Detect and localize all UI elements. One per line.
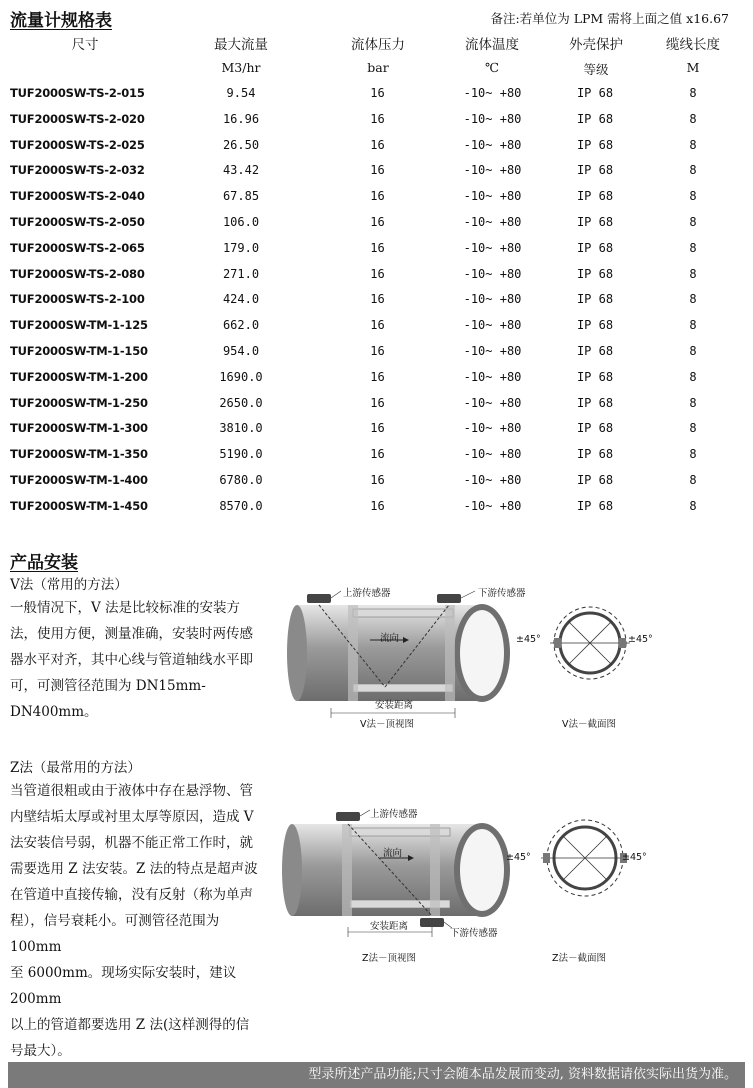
table-row: [0, 112, 753, 138]
pressure-cell: 16: [370, 447, 385, 462]
model-cell: TUF2000SW-TM-1-125: [10, 318, 148, 333]
table-row: [0, 421, 753, 447]
temperature-cell: -10~ +80: [463, 395, 522, 410]
temperature-cell: -10~ +80: [463, 266, 522, 281]
table-row: [0, 473, 753, 499]
z-angle-right: ±45°: [622, 852, 647, 863]
z-section-caption: Z法－截面图: [552, 953, 607, 964]
max-flow-cell: 6780.0: [219, 473, 263, 487]
z-flow-label: 流向: [383, 848, 403, 859]
v-angle-right: ±45°: [628, 634, 653, 645]
max-flow-cell: 1690.0: [219, 369, 263, 384]
cable-length-cell: 8: [689, 395, 697, 410]
v-upstream-label: 上游传感器: [343, 588, 391, 599]
protection-cell: IP 68: [576, 240, 614, 255]
cable-length-cell: 8: [689, 163, 697, 178]
temperature-cell: -10~ +80: [463, 473, 522, 487]
model-cell: TUF2000SW-TM-1-400: [10, 473, 148, 487]
footer-disclaimer: 型录所述产品功能;尺寸会随本品发展而变动, 资料数据请依实际出货为准。: [8, 1062, 745, 1088]
max-flow-cell: 271.0: [222, 266, 260, 281]
protection-cell: IP 68: [576, 215, 614, 229]
protection-cell: IP 68: [576, 292, 614, 307]
protection-cell: IP 68: [576, 498, 614, 513]
model-cell: TUF2000SW-TS-2-025: [10, 137, 145, 152]
z-method-description: [10, 778, 272, 1064]
v-method-section-view: [540, 598, 650, 698]
model-cell: TUF2000SW-TS-2-065: [10, 240, 145, 255]
protection-cell: IP 68: [576, 344, 614, 358]
model-cell: TUF2000SW-TS-2-040: [10, 189, 145, 204]
v-angle-left: ±45°: [516, 634, 541, 645]
protection-cell: IP 68: [576, 473, 614, 487]
temperature-cell: -10~ +80: [463, 292, 522, 307]
cable-length-cell: 8: [689, 344, 697, 358]
z-line: 法安装信号弱，机器不能正常工作时，就: [10, 835, 253, 851]
header-temperature: 流体温度: [465, 37, 519, 53]
max-flow-cell: 5190.0: [219, 447, 263, 462]
max-flow-cell: 43.42: [222, 163, 260, 178]
max-flow-cell: 106.0: [222, 215, 260, 229]
model-cell: TUF2000SW-TM-1-150: [10, 344, 148, 358]
z-line: 当管道很粗或由于液体中存在悬浮物、管: [10, 783, 253, 799]
pressure-cell: 16: [370, 369, 385, 384]
v-method-heading: V法（常用的方法）: [10, 577, 128, 593]
pressure-cell: 16: [370, 318, 385, 333]
install-title: 产品安装: [10, 553, 78, 573]
cable-length-cell: 8: [689, 266, 697, 281]
max-flow-cell: 26.50: [222, 137, 260, 152]
cable-length-cell: 8: [689, 215, 697, 229]
model-cell: TUF2000SW-TS-2-015: [10, 86, 145, 100]
header-protection: 外壳保护: [569, 37, 623, 53]
header-size: 尺寸: [71, 37, 99, 53]
cable-length-cell: 8: [689, 369, 697, 384]
model-cell: TUF2000SW-TS-2-100: [10, 292, 145, 307]
pressure-cell: 16: [370, 215, 385, 229]
table-row: [0, 344, 753, 370]
temperature-cell: -10~ +80: [463, 163, 522, 178]
model-cell: TUF2000SW-TM-1-300: [10, 421, 148, 436]
model-cell: TUF2000SW-TM-1-450: [10, 498, 148, 513]
unit-pressure: bar: [367, 60, 389, 75]
protection-cell: IP 68: [576, 189, 614, 204]
pressure-cell: 16: [370, 189, 385, 204]
pressure-cell: 16: [370, 421, 385, 436]
temperature-cell: -10~ +80: [463, 189, 522, 204]
protection-cell: IP 68: [576, 111, 614, 126]
z-upstream-label: 上游传感器: [370, 809, 418, 820]
z-line: 在管道中直接传输，没有反射（称为单声: [10, 887, 253, 903]
table-row: [0, 318, 753, 344]
temperature-cell: -10~ +80: [463, 498, 522, 513]
v-line: 可，可测管径范围为 DN15mm-DN400mm。: [10, 678, 206, 720]
v-distance-label: 安装距离: [375, 700, 414, 711]
z-line: 至 6000mm。现场实际安装时，建议 200mm: [10, 965, 237, 1007]
v-line: 一般情况下，V 法是比较标准的安装方: [10, 600, 241, 616]
model-cell: TUF2000SW-TM-1-350: [10, 447, 148, 462]
table-row: [0, 86, 753, 112]
temperature-cell: -10~ +80: [463, 369, 522, 384]
cable-length-cell: 8: [689, 498, 697, 513]
cable-length-cell: 8: [689, 292, 697, 307]
z-method-heading: Z法（最常用的方法）: [10, 760, 141, 776]
model-cell: TUF2000SW-TS-2-080: [10, 266, 145, 281]
protection-cell: IP 68: [576, 421, 614, 436]
temperature-cell: -10~ +80: [463, 318, 522, 333]
pressure-cell: 16: [370, 240, 385, 255]
header-max-flow: 最大流量: [214, 37, 268, 53]
max-flow-cell: 3810.0: [219, 421, 263, 436]
protection-cell: IP 68: [576, 447, 614, 462]
model-cell: TUF2000SW-TS-2-032: [10, 163, 145, 178]
header-pressure: 流体压力: [351, 37, 405, 53]
protection-cell: IP 68: [576, 369, 614, 384]
header-cable-length: 缆线长度: [666, 37, 720, 53]
cable-length-cell: 8: [689, 447, 697, 462]
protection-cell: IP 68: [576, 266, 614, 281]
max-flow-cell: 2650.0: [219, 395, 263, 410]
z-distance-label: 安装距离: [370, 921, 409, 932]
z-top-caption: Z法－顶视图: [362, 953, 417, 964]
unit-flow: M3/hr: [221, 60, 261, 75]
temperature-cell: -10~ +80: [463, 86, 522, 100]
cable-length-cell: 8: [689, 86, 697, 100]
z-line: 号最大）。: [10, 1043, 71, 1059]
max-flow-cell: 9.54: [226, 86, 256, 100]
pressure-cell: 16: [370, 395, 385, 410]
cable-length-cell: 8: [689, 137, 697, 152]
z-line: 内壁结垢太厚或衬里太厚等原因，造成 V: [10, 809, 254, 825]
v-line: 器水平对齐，其中心线与管道轴线水平即: [10, 652, 253, 668]
table-row: [0, 396, 753, 422]
unit-temperature: ℃: [485, 60, 499, 75]
pressure-cell: 16: [370, 266, 385, 281]
model-cell: TUF2000SW-TM-1-200: [10, 369, 148, 384]
temperature-cell: -10~ +80: [463, 240, 522, 255]
pressure-cell: 16: [370, 344, 385, 358]
table-row: [0, 189, 753, 215]
cable-length-cell: 8: [689, 240, 697, 255]
pressure-cell: 16: [370, 498, 385, 513]
pressure-cell: 16: [370, 137, 385, 152]
max-flow-cell: 954.0: [222, 344, 260, 358]
unit-cable-length: M: [686, 60, 700, 75]
pressure-cell: 16: [370, 292, 385, 307]
protection-cell: IP 68: [576, 163, 614, 178]
spec-note: 备注:若单位为 LPM 需将上面之值 x16.67: [490, 11, 729, 26]
z-angle-left: ±45°: [506, 852, 531, 863]
table-row: [0, 241, 753, 267]
max-flow-cell: 179.0: [222, 240, 260, 255]
z-line: 以上的管道都要选用 Z 法(这样测得的信: [10, 1017, 250, 1033]
v-top-caption: V法－顶视图: [360, 719, 414, 730]
model-cell: TUF2000SW-TM-1-250: [10, 395, 148, 410]
max-flow-cell: 8570.0: [219, 498, 263, 513]
table-row: [0, 138, 753, 164]
pressure-cell: 16: [370, 473, 385, 487]
temperature-cell: -10~ +80: [463, 421, 522, 436]
protection-cell: IP 68: [576, 137, 614, 152]
cable-length-cell: 8: [689, 318, 697, 333]
table-row: [0, 163, 753, 189]
z-downstream-label: 下游传感器: [450, 928, 498, 939]
z-line: 需要选用 Z 法安装。Z 法的特点是超声波: [10, 861, 258, 877]
v-line: 法，使用方便，测量准确，安装时两传感: [10, 626, 253, 642]
cable-length-cell: 8: [689, 189, 697, 204]
v-method-description: [10, 595, 272, 725]
table-row: [0, 447, 753, 473]
table-row: [0, 370, 753, 396]
unit-protection: 等级: [583, 62, 609, 77]
table-row: [0, 499, 753, 525]
v-downstream-label: 下游传感器: [478, 588, 526, 599]
z-line: 程），信号衰耗小。可测管径范围为 100mm: [10, 913, 220, 955]
temperature-cell: -10~ +80: [463, 137, 522, 152]
protection-cell: IP 68: [576, 318, 614, 333]
cable-length-cell: 8: [689, 421, 697, 436]
model-cell: TUF2000SW-TS-2-050: [10, 215, 145, 229]
table-row: [0, 292, 753, 318]
spec-title: 流量计规格表: [10, 11, 112, 31]
max-flow-cell: 67.85: [222, 189, 260, 204]
pressure-cell: 16: [370, 163, 385, 178]
table-row: [0, 267, 753, 293]
temperature-cell: -10~ +80: [463, 447, 522, 462]
pressure-cell: 16: [370, 86, 385, 100]
cable-length-cell: 8: [689, 111, 697, 126]
v-flow-label: 流向: [380, 633, 400, 644]
pressure-cell: 16: [370, 111, 385, 126]
max-flow-cell: 16.96: [222, 111, 260, 126]
v-section-caption: V法－截面图: [562, 719, 616, 730]
table-row: [0, 215, 753, 241]
protection-cell: IP 68: [576, 86, 614, 100]
protection-cell: IP 68: [576, 395, 614, 410]
temperature-cell: -10~ +80: [463, 344, 522, 358]
cable-length-cell: 8: [689, 473, 697, 487]
model-cell: TUF2000SW-TS-2-020: [10, 111, 145, 126]
temperature-cell: -10~ +80: [463, 215, 522, 229]
max-flow-cell: 662.0: [222, 318, 260, 333]
max-flow-cell: 424.0: [222, 292, 260, 307]
temperature-cell: -10~ +80: [463, 111, 522, 126]
